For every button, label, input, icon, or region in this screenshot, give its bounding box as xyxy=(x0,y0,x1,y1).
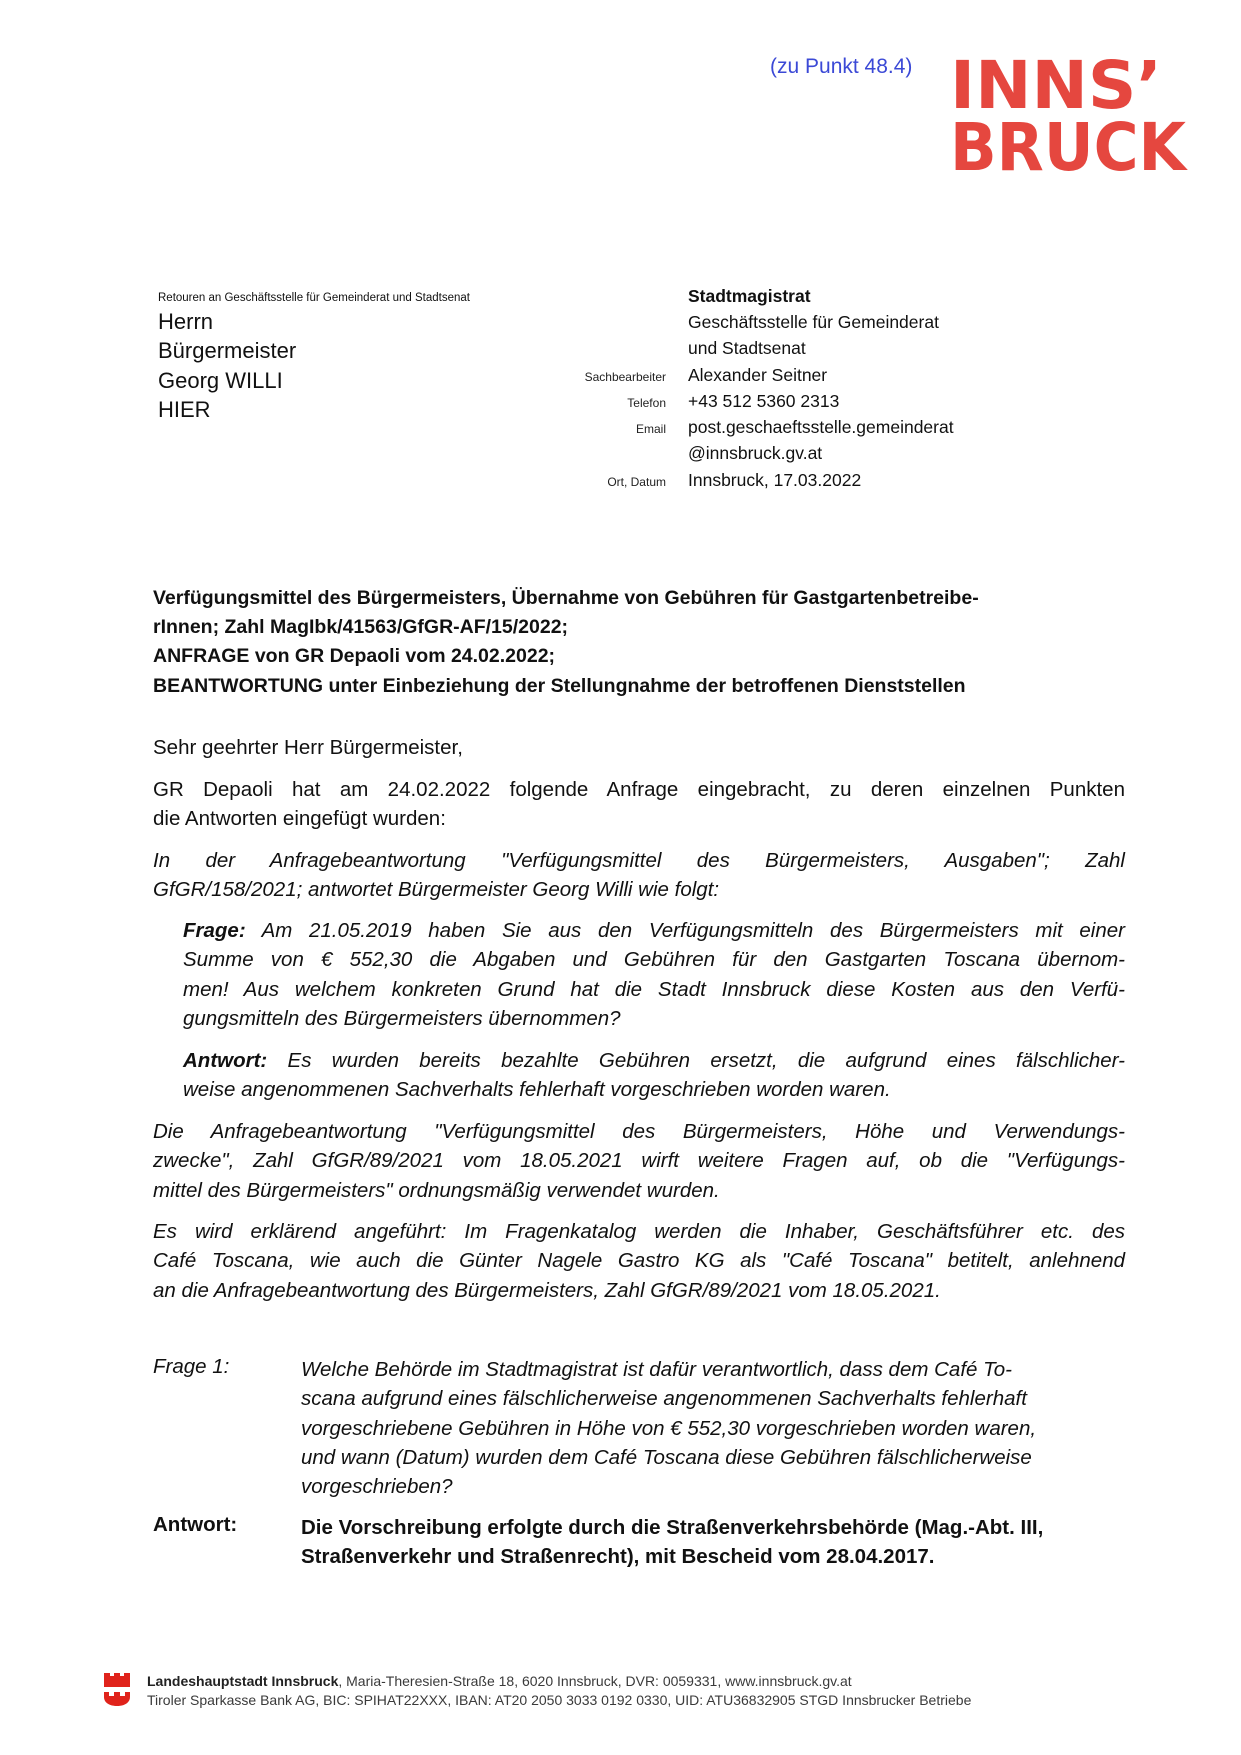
quoted-question xyxy=(183,916,1125,1033)
footer-org-name: Landeshauptstadt Innsbruck xyxy=(147,1673,339,1689)
text-line: GfGR/158/2021; antwortet Bürgermeister Georg Willi wie folgt: xyxy=(153,878,720,902)
text-line: scana aufgrund eines fälschlicherweise angenommenen Sachverhalts fehlerhaft xyxy=(301,1387,1027,1411)
question-label: Frage: xyxy=(183,919,246,942)
subject-line: ANFRAGE von GR Depaoli vom 24.02.2022; xyxy=(153,645,556,667)
text-line: Am 21.05.2019 haben Sie aus den Verfügungsmitteln des Bürgermeisters mit einer xyxy=(245,919,1125,942)
footer-address-line xyxy=(147,1673,852,1689)
recipient-line: Bürgermeister xyxy=(158,338,297,363)
field-label: Ort, Datum xyxy=(607,475,666,489)
answer-label: Antwort: xyxy=(153,1513,238,1536)
answer-label: Antwort: xyxy=(183,1049,268,1072)
text-line: die Antworten eingefügt wurden: xyxy=(153,807,446,831)
return-address-note: Retouren an Geschäftsstelle für Gemeinderat und Stadtsenat xyxy=(158,292,470,304)
text-line: an die Anfragebeantwortung des Bürgermeisters, Zahl GfGR/89/2021 vom 18.05.2021. xyxy=(153,1278,941,1302)
intro-paragraph xyxy=(153,775,1125,834)
text-line: Welche Behörde im Stadtmagistrat ist dafür verantwortlich, dass dem Café To- xyxy=(301,1358,1012,1381)
text-line: und wann (Datum) wurden dem Café Toscana diese Gebühren fälschlicherweise xyxy=(301,1445,1032,1469)
logo-line-2: BRUCK xyxy=(950,109,1189,177)
text-line: In der Anfragebeantwortung "Verfügungsmittel des Bürgermeisters, Ausgaben"; Zahl xyxy=(153,849,1125,872)
field-label: Telefon xyxy=(627,396,666,410)
quote-intro-paragraph xyxy=(153,846,1125,905)
sender-dept: und Stadtsenat xyxy=(688,338,806,358)
email-address-domain: @innsbruck.gv.at xyxy=(688,443,823,463)
logo-line-1: INNS’ xyxy=(950,52,1162,124)
subject-line: BEANTWORTUNG unter Einbeziehung der Stellungnahme der betroffenen Dienststellen xyxy=(153,675,966,697)
text-line: Café Toscana, wie auch die Günter Nagele Gastro KG als "Café Toscana" betitelt, anlehnend xyxy=(153,1249,1125,1273)
email-address: post.geschaeftsstelle.gemeinderat xyxy=(688,417,954,437)
text-line: GR Depaoli hat am 24.02.2022 folgende Anfrage eingebracht, zu deren einzelnen Punkten xyxy=(153,778,1125,801)
sender-dept: Geschäftsstelle für Gemeinderat xyxy=(688,312,939,332)
recipient-line: Herrn xyxy=(158,309,214,334)
field-label: Email xyxy=(635,422,666,436)
salutation: Sehr geehrter Herr Bürgermeister, xyxy=(153,736,463,759)
text-line: gungsmitteln des Bürgermeisters übernommen? xyxy=(183,1006,621,1030)
sender-org: Stadtmagistrat xyxy=(688,286,811,306)
text-line: vorgeschrieben? xyxy=(301,1475,453,1499)
text-line: mittel des Bürgermeisters" ordnungsmäßig verwendet wurden. xyxy=(153,1178,720,1202)
recipient-line: HIER xyxy=(158,397,211,422)
quoted-answer xyxy=(183,1046,1125,1105)
case-officer: Alexander Seitner xyxy=(688,365,828,385)
phone-number: +43 512 5360 2313 xyxy=(688,391,840,411)
footer-address: , Maria-Theresien-Straße 18, 6020 Innsbruck, DVR: 0059331, www.innsbruck.gv.at xyxy=(338,1673,852,1689)
text-line: Die Vorschreibung erfolgte durch die Straßenverkehrsbehörde (Mag.-Abt. III, xyxy=(301,1516,1044,1539)
footer-bank-line: Tiroler Sparkasse Bank AG, BIC: SPIHAT22XXX, IBAN: AT20 2050 3033 0192 0330, UID: ATU36832905 STGD Innsbrucker Betriebe xyxy=(147,1692,972,1708)
place-date: Innsbruck, 17.03.2022 xyxy=(688,470,862,490)
text-line: zwecke", Zahl GfGR/89/2021 vom 18.05.2021 wirft weitere Fragen auf, ob die "Verfügungs- xyxy=(153,1149,1125,1173)
agenda-reference: (zu Punkt 48.4) xyxy=(770,55,913,78)
field-label: Sachbearbeiter xyxy=(584,370,666,384)
subject-line: rInnen; Zahl MagIbk/41563/GfGR-AF/15/2022; xyxy=(153,616,569,638)
text-line: men! Aus welchem konkreten Grund hat die Stadt Innsbruck diese Kosten aus den Verfü- xyxy=(183,977,1125,1001)
text-line: weise angenommenen Sachverhalts fehlerhaft vorgeschrieben worden waren. xyxy=(183,1078,891,1102)
text-line: Summe von € 552,30 die Abgaben und Gebühren für den Gastgarten Toscana übernom- xyxy=(183,948,1125,972)
text-line: Es wurden bereits bezahlte Gebühren ersetzt, die aufgrund eines fälschlicher- xyxy=(267,1049,1125,1072)
question-label: Frage 1: xyxy=(153,1355,230,1378)
innsbruck-logo xyxy=(950,52,1190,177)
subject-line: Verfügungsmittel des Bürgermeisters, Übernahme von Gebühren für Gastgartenbetreibe- xyxy=(153,587,979,609)
answer-text xyxy=(301,1513,1131,1572)
question-text xyxy=(301,1355,1131,1501)
text-line: Die Anfragebeantwortung "Verfügungsmittel des Bürgermeisters, Höhe und Verwendungs- xyxy=(153,1120,1125,1143)
explanation-paragraph xyxy=(153,1217,1125,1305)
text-line: Straßenverkehr und Straßenrecht), mit Bescheid vom 28.04.2017. xyxy=(301,1545,935,1569)
city-crest-icon xyxy=(103,1671,131,1707)
followup-paragraph xyxy=(153,1117,1125,1205)
text-line: Es wird erklärend angeführt: Im Fragenkatalog werden die Inhaber, Geschäftsführer etc. des xyxy=(153,1220,1125,1243)
text-line: vorgeschriebene Gebühren in Höhe von € 552,30 vorgeschrieben worden waren, xyxy=(301,1416,1037,1440)
recipient-line: Georg WILLI xyxy=(158,368,283,393)
